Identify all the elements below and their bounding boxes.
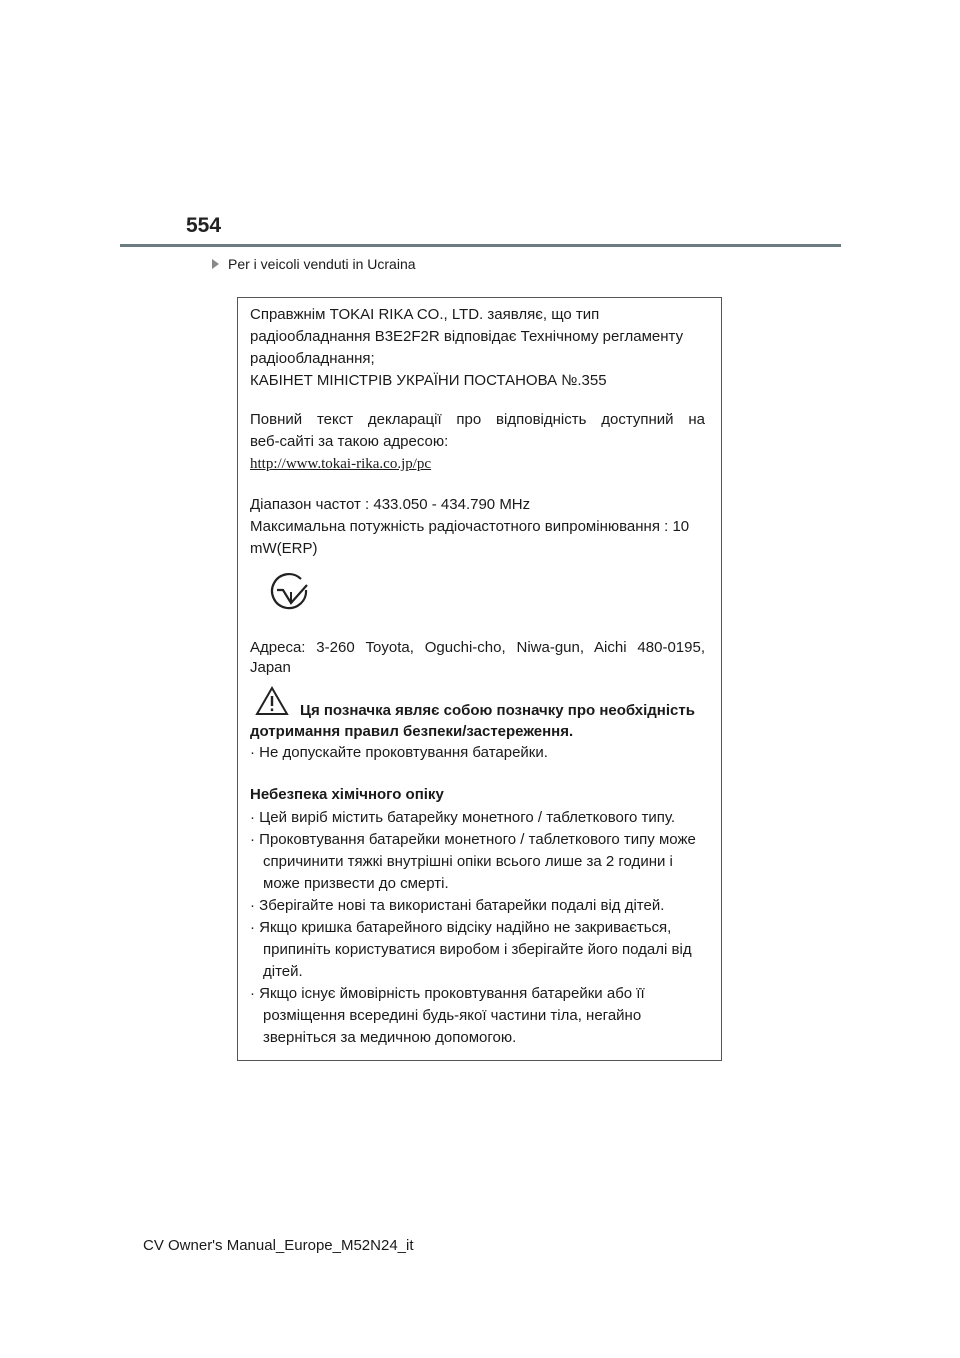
address-line-2: Japan xyxy=(250,659,291,676)
chemical-line-11: зверніться за медичною допомогою. xyxy=(263,1029,517,1046)
chemical-title: Небезпека хімічного опіку xyxy=(250,786,444,803)
warning-line-1: Ця позначка являє собою позначку про необхідність xyxy=(300,702,695,719)
chemical-line-5: · Зберігайте нові та використані батарейки подалі від дітей. xyxy=(250,897,665,914)
warning-line-2: дотримання правил безпеки/застереження. xyxy=(250,723,574,740)
section-label-text: Per i veicoli venduti in Ucraina xyxy=(228,256,416,272)
triangle-arrow-icon xyxy=(212,259,219,269)
warning-bullet: · Не допускайте проковтування батарейки. xyxy=(250,744,548,761)
chemical-line-4: може призвести до смерті. xyxy=(263,875,449,892)
section-label xyxy=(212,256,416,272)
intro-line-3: радіообладнання; xyxy=(250,350,375,367)
fulltext-line-2: веб-сайті за такою адресою: xyxy=(250,433,449,450)
spec-frequency: Діапазон частот : 433.050 - 434.790 MHz xyxy=(250,496,531,513)
declaration-box xyxy=(237,297,722,1061)
page-number: 554 xyxy=(186,214,222,237)
spec-power-2: mW(ERP) xyxy=(250,540,318,557)
chemical-line-1: · Цей виріб містить батарейку монетного / таблеткового типу. xyxy=(250,809,676,826)
chemical-line-9: · Якщо існує ймовірність проковтування батарейки або її xyxy=(250,985,645,1002)
fulltext-line-1: Повний текст декларації про відповідність доступний на xyxy=(250,411,705,428)
address-line-1: Адреса: 3-260 Toyota, Oguchi-cho, Niwa-gun, Aichi 480-0195, xyxy=(250,639,705,656)
chemical-line-7: припиніть користуватися виробом і зберігайте його подалі від xyxy=(263,941,692,958)
spec-power-1: Максимальна потужність радіочастотного випромінювання : 10 xyxy=(250,518,690,535)
ukrainian-conformity-mark-icon xyxy=(268,571,314,617)
header-rule xyxy=(120,244,841,247)
chemical-line-3: спричинити тяжкі внутрішні опіки всього лише за 2 години і xyxy=(263,853,673,870)
warning-triangle-icon xyxy=(255,686,289,716)
intro-line-4: КАБІНЕТ МІНІСТРІВ УКРАЇНИ ПОСТАНОВА №.355 xyxy=(250,372,607,389)
chemical-line-10: розміщення всередині будь-якої частини тіла, негайно xyxy=(263,1007,642,1024)
declaration-link[interactable]: http://www.tokai-rika.co.jp/pc xyxy=(250,456,432,472)
intro-line-2: радіообладнання B3E2F2R відповідає Технічному регламенту xyxy=(250,328,684,345)
chemical-line-8: дітей. xyxy=(263,963,303,980)
intro-line-1: Справжнім TOKAI RIKA CO., LTD. заявляє, що тип xyxy=(250,306,600,323)
chemical-line-2: · Проковтування батарейки монетного / таблеткового типу може xyxy=(250,831,696,848)
chemical-line-6: · Якщо кришка батарейного відсіку надійно не закривається, xyxy=(250,919,672,936)
footer-manual-id: CV Owner's Manual_Europe_M52N24_it xyxy=(143,1237,414,1254)
